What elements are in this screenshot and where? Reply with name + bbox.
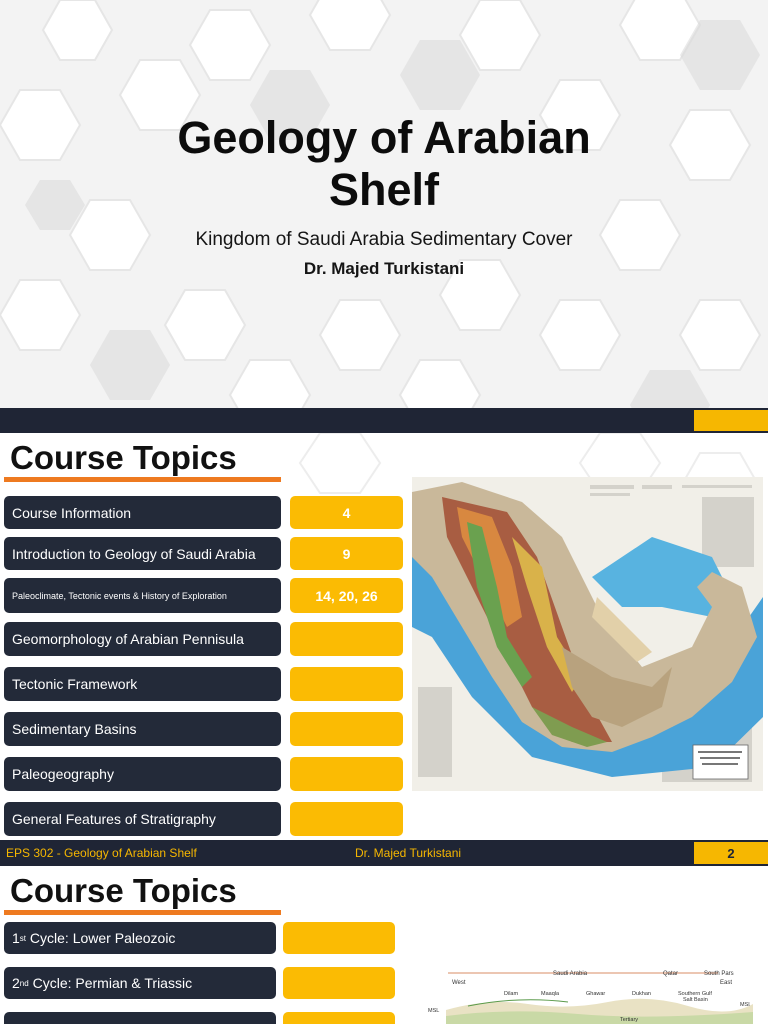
topic-page-badge[interactable]: 9 xyxy=(290,537,403,570)
topic-page-badge[interactable] xyxy=(290,667,403,701)
cross-section-diagram xyxy=(428,968,753,1024)
label-salt-basin: Salt Basin xyxy=(683,997,708,1003)
topic-row[interactable]: General Features of Stratigraphy xyxy=(4,802,281,836)
cycle-number: 1 xyxy=(12,930,20,946)
topic-page-badge[interactable] xyxy=(290,757,403,791)
footer-course-title: EPS 302 - Geology of Arabian Shelf xyxy=(6,846,197,860)
label-dilam: Dilam xyxy=(504,991,519,997)
course-topics-slide xyxy=(0,433,768,840)
label-saudi-arabia: Saudi Arabia xyxy=(553,971,588,977)
course-topics-slide-continued xyxy=(0,866,768,1024)
topic-row[interactable]: Tectonic Framework xyxy=(4,667,281,701)
slide-footer xyxy=(0,840,768,866)
ordinal-suffix: st xyxy=(19,933,27,943)
label-ghawar: Ghawar xyxy=(586,991,606,997)
topic-page-badge[interactable]: 14, 20, 26 xyxy=(290,578,403,613)
label-south-pars: South Pars xyxy=(704,971,734,977)
label-east: East xyxy=(720,980,733,986)
presentation-author: Dr. Majed Turkistani xyxy=(303,259,465,278)
footer-author: Dr. Majed Turkistani xyxy=(355,846,462,860)
topic-page-badge[interactable] xyxy=(290,802,403,836)
topic-row[interactable]: Introduction to Geology of Saudi Arabia xyxy=(4,537,281,570)
ordinal-suffix: nd xyxy=(19,978,29,988)
title-line-2: Shelf xyxy=(328,164,440,215)
topic-row[interactable]: Sedimentary Basins xyxy=(4,712,281,746)
title-slide xyxy=(0,0,768,408)
geologic-map-image xyxy=(412,477,763,791)
topic-row[interactable] xyxy=(4,967,276,999)
topic-page-badge[interactable]: 4 xyxy=(290,496,403,529)
title-line-1: Geology of Arabian xyxy=(177,112,591,163)
topic-row[interactable]: Course Information xyxy=(4,496,281,529)
topic-label: Cycle: Lower Paleozoic xyxy=(26,930,176,946)
label-qatar: Qatar xyxy=(663,971,679,977)
label-west: West xyxy=(452,980,466,986)
section-heading: Course Topics xyxy=(10,439,237,476)
page-number-tab xyxy=(694,410,768,431)
topic-row[interactable]: Paleoclimate, Tectonic events & History of Exploration xyxy=(4,578,281,613)
topic-row[interactable]: Paleogeography xyxy=(4,757,281,791)
presentation-title xyxy=(0,112,768,216)
slide-footer-bar xyxy=(0,408,768,433)
section-heading: Course Topics xyxy=(10,872,237,909)
label-southern-gulf: Southern Gulf xyxy=(678,991,712,997)
label-maaqla: Maaqla xyxy=(541,991,560,997)
heading-underline xyxy=(4,910,281,915)
presentation-subtitle: Kingdom of Saudi Arabia Sedimentary Cover xyxy=(195,229,573,250)
topic-page-badge[interactable] xyxy=(283,1012,395,1024)
topic-page-badge[interactable] xyxy=(290,712,403,746)
topic-row[interactable]: Geomorphology of Arabian Pennisula xyxy=(4,622,281,656)
page-number-badge: 2 xyxy=(694,842,768,864)
topic-page-badge[interactable] xyxy=(283,922,395,954)
topic-label: Cycle: Permian & Triassic xyxy=(28,975,193,991)
topic-row[interactable] xyxy=(4,922,276,954)
label-tertiary: Tertiary xyxy=(620,1017,639,1023)
cycle-number: 2 xyxy=(12,975,20,991)
label-msl-right: MSL xyxy=(740,1002,752,1008)
topic-page-badge[interactable] xyxy=(283,967,395,999)
heading-underline xyxy=(4,477,281,482)
label-dukhan: Dukhan xyxy=(632,991,651,997)
label-msl-left: MSL xyxy=(428,1008,440,1014)
topic-row[interactable] xyxy=(4,1012,276,1024)
topic-page-badge[interactable] xyxy=(290,622,403,656)
